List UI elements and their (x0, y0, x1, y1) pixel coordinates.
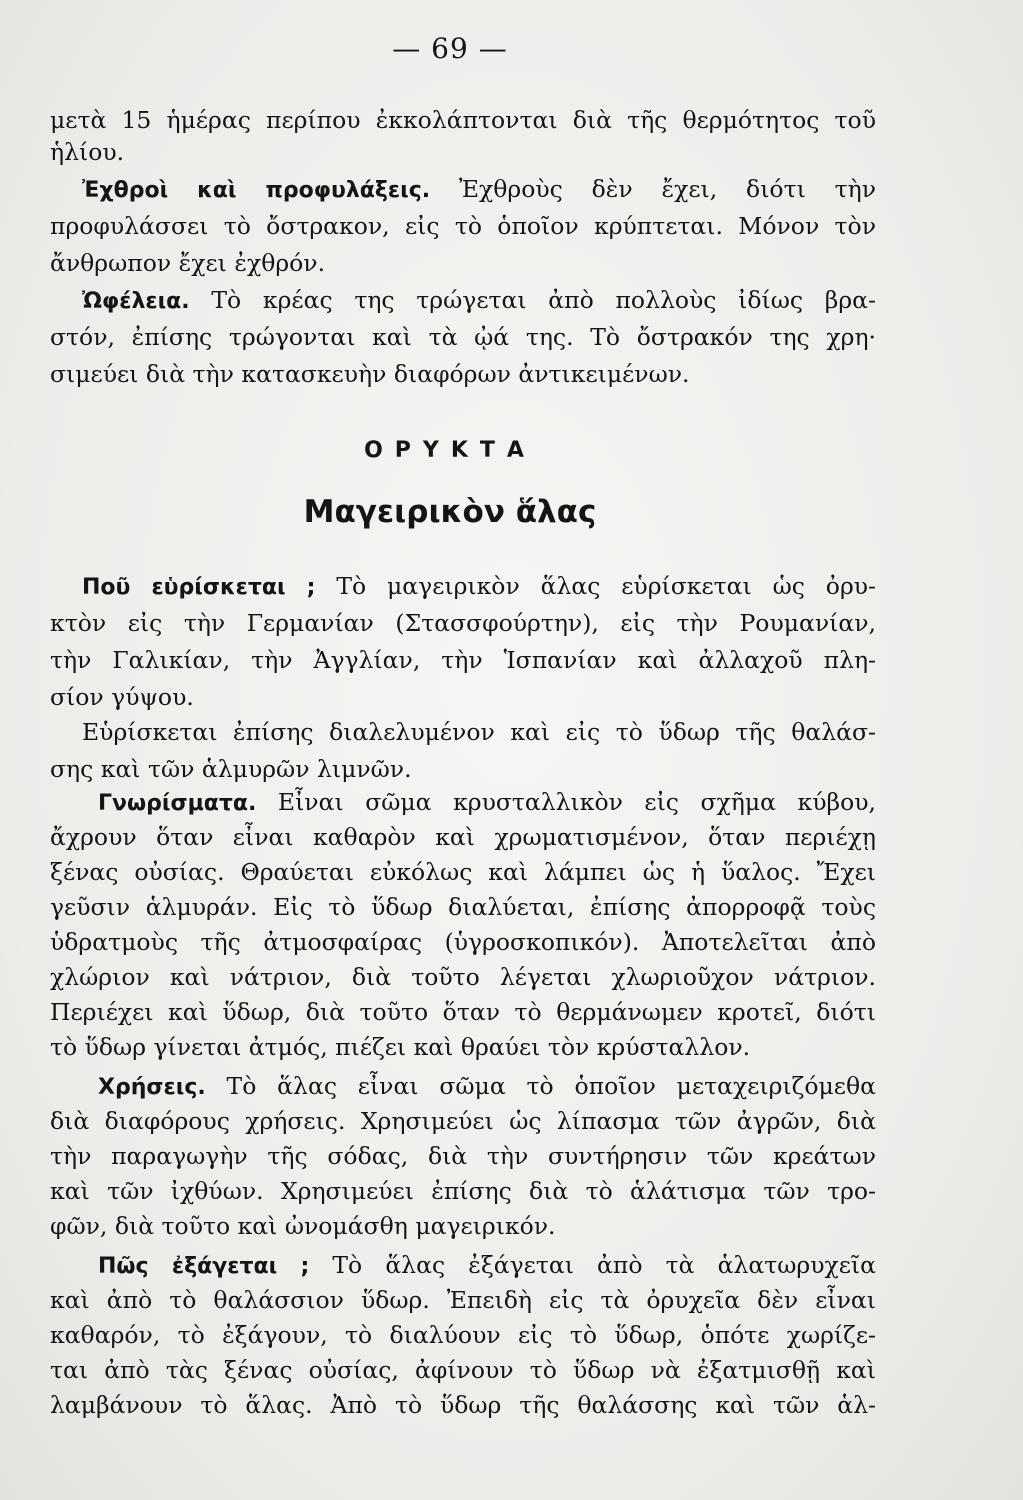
text-line (50, 358, 876, 390)
line-text: διὰ διαφόρους χρήσεις. Χρησιμεύει ὡς λίπασμα τῶν ἀγρῶν, διὰ (50, 1107, 876, 1135)
line-text: προφυλάσσει τὸ ὄστρακον, εἰς τὸ ὁποῖον κρύπτεται. Μόνον τὸν (50, 212, 876, 240)
line-text: καὶ ἀπὸ τὸ θαλάσσιον ὕδωρ. Ἐπειδὴ εἰς τὰ ὀρυχεῖα δὲν εἶναι (50, 1286, 876, 1314)
line-text: Τὸ κρέας της τρώγεται ἀπὸ πολλοὺς ἰδίως βρα- (189, 286, 876, 314)
text-line (50, 753, 876, 785)
text-line (50, 1031, 876, 1063)
line-text: κτὸν εἰς τὴν Γερμανίαν (Στασσφούρτην), εἰς τὴν Ρουμανίαν, (50, 609, 876, 637)
line-text: Τὸ ἅλας ἐξάγεται ἀπὸ τὰ ἁλατωρυχεῖα (309, 1251, 876, 1279)
text-line (50, 1105, 876, 1137)
text-line (50, 321, 876, 353)
text-line (50, 856, 876, 888)
text-line (50, 1140, 876, 1172)
line-text: ὑδρατμοὺς τῆς ἀτμοσφαίρας (ὑγροσκοπικόν). Ἀποτελεῖται ἀπὸ (50, 928, 876, 956)
text-line (50, 173, 876, 207)
text-line (50, 1249, 876, 1283)
text-line (50, 961, 876, 993)
paragraph-heading: Χρήσεις. (98, 1075, 206, 1100)
page-number: — 69 — (392, 32, 508, 65)
text-line (50, 1175, 876, 1207)
line-text: φῶν, διὰ τοῦτο καὶ ὠνομάσθη μαγειρικόν. (50, 1212, 556, 1240)
paragraph-heading: Γνωρίσματα. (98, 791, 257, 816)
text-line (50, 926, 876, 958)
line-text: ἄνθρωπον ἔχει ἐχθρόν. (50, 249, 326, 277)
text-line (50, 136, 876, 168)
text-line (50, 891, 876, 923)
text-line (50, 570, 876, 604)
paragraph-heading: Ποῦ εὑρίσκεται ; (82, 575, 316, 600)
text-line (50, 1354, 876, 1386)
text-line (50, 681, 876, 713)
text-line (50, 716, 876, 748)
section-title: ΟΡΥΚΤΑ (364, 438, 536, 463)
line-text: καθαρόν, τὸ ἐξάγουν, τὸ διαλύουν εἰς τὸ ὕδωρ, ὁπότε χωρίζε- (50, 1321, 876, 1349)
line-text: ἡλίου. (50, 138, 125, 166)
text-line (50, 284, 876, 318)
text-line (50, 996, 876, 1028)
line-text: Εὑρίσκεται ἐπίσης διαλελυμένον καὶ εἰς τὸ ὕδωρ τῆς θαλάσ- (82, 718, 876, 746)
line-text: τὸ ὕδωρ γίνεται ἀτμός, πιέζει καὶ θραύει τὸν κρύσταλλον. (50, 1033, 751, 1061)
paragraph-heading: Πῶς ἐξάγεται ; (98, 1254, 310, 1279)
line-text: ται ἀπὸ τὰς ξένας οὐσίας, ἀφίνουν τὸ ὕδωρ νὰ ἐξατμισθῇ καὶ (50, 1356, 876, 1384)
line-text: Τὸ μαγειρικὸν ἅλας εὑρίσκεται ὡς ὀρυ- (315, 572, 876, 600)
line-text: τὴν Γαλικίαν, τὴν Ἀγγλίαν, τὴν Ἱσπανίαν καὶ ἀλλαχοῦ πλη- (50, 646, 876, 674)
text-line (50, 821, 876, 853)
text-line (50, 1319, 876, 1351)
paragraph-heading: Ἐχθροὶ καὶ προφυλάξεις. (82, 178, 431, 203)
line-text: σιμεύει διὰ τὴν κατασκευὴν διαφόρων ἀντικειμένων. (50, 360, 690, 388)
text-line (50, 1389, 876, 1421)
line-text: Περιέχει καὶ ὕδωρ, διὰ τοῦτο ὅταν τὸ θερμάνωμεν κροτεῖ, διότι (50, 998, 876, 1026)
line-text: χλώριον καὶ νάτριον, διὰ τοῦτο λέγεται χλωριοῦχον νάτριον. (50, 963, 876, 991)
text-line (50, 104, 876, 136)
line-text: Ἐχθροὺς δὲν ἔχει, διότι τὴν (430, 175, 876, 203)
line-text: στόν, ἐπίσης τρώγονται καὶ τὰ ᾠά της. Τὸ ὄστρακόν της χρη· (50, 323, 876, 351)
text-line (50, 1284, 876, 1316)
text-line (50, 247, 876, 279)
line-text: μετὰ 15 ἡμέρας περίπου ἐκκολάπτονται διὰ τῆς θερμότητος τοῦ (50, 106, 876, 134)
line-text: τὴν παραγωγὴν τῆς σόδας, διὰ τὴν συντήρησιν τῶν κρεάτων (50, 1142, 876, 1170)
text-line (50, 1210, 876, 1242)
line-text: σίον γύψου. (50, 683, 194, 711)
line-text: Τὸ ἅλας εἶναι σῶμα τὸ ὁποῖον μεταχειριζόμεθα (205, 1072, 876, 1100)
subsection-title: Μαγειρικὸν ἅλας (303, 494, 597, 530)
line-text: ἄχρουν ὅταν εἶναι καθαρὸν καὶ χρωματισμένον, ὅταν περιέχῃ (50, 823, 876, 851)
line-text: ξένας οὐσίας. Θραύεται εὐκόλως καὶ λάμπει ὡς ἡ ὕαλος. Ἔχει (50, 858, 876, 886)
line-text: καὶ τῶν ἰχθύων. Χρησιμεύει ἐπίσης διὰ τὸ ἁλάτισμα τῶν τρο- (50, 1177, 876, 1205)
text-line (50, 644, 876, 676)
paragraph-heading: Ὠφέλεια. (82, 289, 190, 314)
text-line (50, 786, 876, 820)
text-line (50, 210, 876, 242)
line-text: σης καὶ τῶν ἁλμυρῶν λιμνῶν. (50, 755, 412, 783)
line-text: Εἶναι σῶμα κρυσταλλικὸν εἰς σχῆμα κύβου, (256, 788, 876, 816)
text-line (50, 607, 876, 639)
line-text: λαμβάνουν τὸ ἅλας. Ἀπὸ τὸ ὕδωρ τῆς θαλάσσης καὶ τῶν ἁλ- (50, 1391, 876, 1419)
text-line (50, 1070, 876, 1104)
line-text: γεῦσιν ἁλμυράν. Εἰς τὸ ὕδωρ διαλύεται, ἐπίσης ἀπορροφᾷ τοὺς (50, 893, 876, 921)
